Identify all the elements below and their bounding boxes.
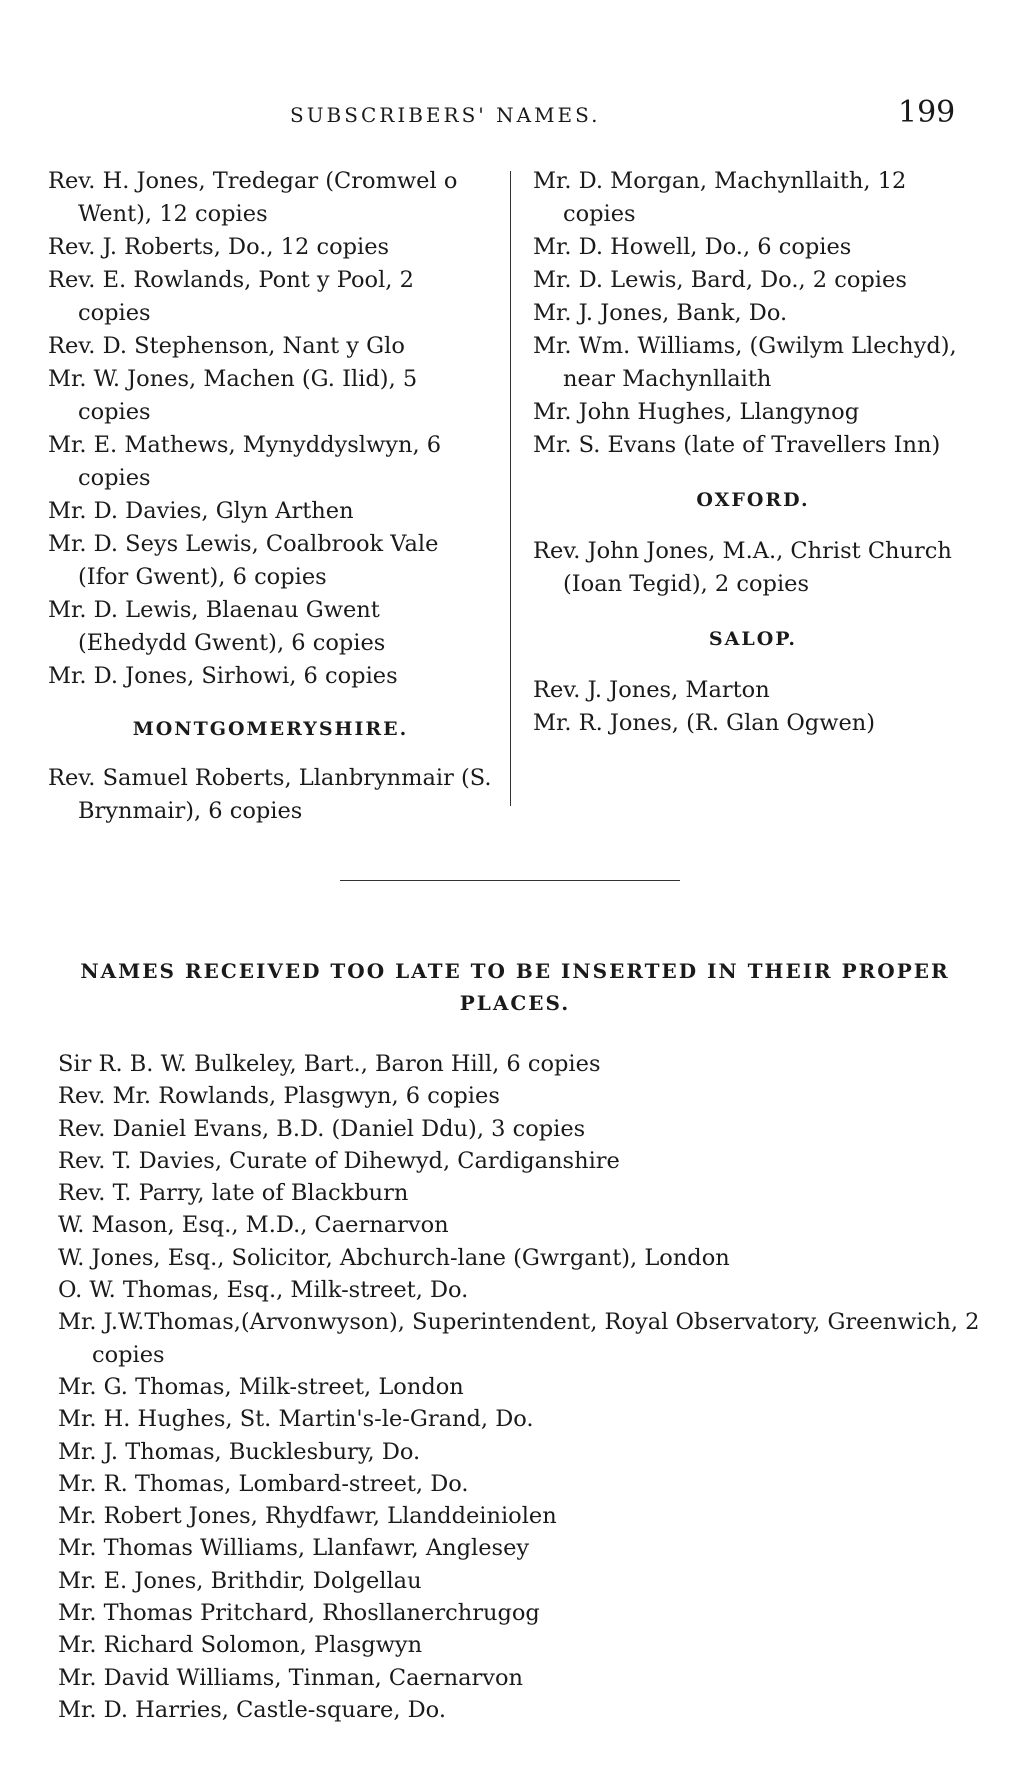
subscriber-entry: Mr. W. Jones, Machen (G. Ilid), 5 copies: [48, 366, 418, 425]
subscriber-entry: Mr. J. Jones, Bank, Do.: [533, 300, 788, 326]
left-column: [48, 165, 493, 828]
subscriber-entry: Mr. D. Lewis, Blaenau Gwent (Ehedydd Gwent), 6 copies: [48, 597, 386, 656]
subscriber-entry: W. Mason, Esq., M.D., Caernarvon: [58, 1212, 449, 1239]
subscriber-entry: Mr. E. Mathews, Mynyddyslwyn, 6 copies: [48, 432, 442, 491]
late-names-heading: NAMES RECEIVED TOO LATE TO BE INSERTED IN THEIR PROPER PLACES.: [80, 959, 950, 1015]
two-column-list: [48, 165, 968, 824]
subscriber-entry: Mr. R. Thomas, Lombard-street, Do.: [58, 1470, 469, 1497]
subscriber-entry: Mr. David Williams, Tinman, Caernarvon: [58, 1664, 524, 1691]
subscriber-entry: Mr. J. Thomas, Bucklesbury, Do.: [58, 1438, 421, 1465]
section-heading-montgomeryshire: MONTGOMERYSHIRE.: [132, 718, 409, 740]
running-header: [0, 95, 1030, 135]
subscriber-entry: Rev. Mr. Rowlands, Plasgwyn, 6 copies: [58, 1083, 500, 1110]
subscriber-entry: Mr. R. Jones, (R. Glan Ogwen): [533, 710, 876, 736]
column-divider: [510, 171, 511, 806]
subscriber-entry: Rev. T. Parry, late of Blackburn: [58, 1180, 409, 1207]
subscriber-entry: Mr. John Hughes, Llangynog: [533, 399, 860, 425]
subscriber-entry: Mr. J.W.Thomas,(Arvonwyson), Superintendent, Royal Observatory, Greenwich, 2 copies: [58, 1309, 980, 1368]
running-title: SUBSCRIBERS' NAMES.: [290, 103, 601, 127]
subscriber-entry: O. W. Thomas, Esq., Milk-street, Do.: [58, 1277, 469, 1304]
subscriber-entry: Mr. G. Thomas, Milk-street, London: [58, 1373, 464, 1400]
subscriber-entry: Rev. Samuel Roberts, Llanbrynmair (S. Brynmair), 6 copies: [48, 765, 492, 824]
subscriber-entry: Mr. D. Seys Lewis, Coalbrook Vale (Ifor Gwent), 6 copies: [48, 531, 439, 590]
subscriber-entry: Mr. D. Jones, Sirhowi, 6 copies: [48, 663, 398, 689]
section-rule: [340, 880, 680, 881]
subscriber-entry: Mr. Thomas Williams, Llanfawr, Anglesey: [58, 1535, 530, 1562]
subscriber-entry: Rev. John Jones, M.A., Christ Church (Ioan Tegid), 2 copies: [533, 538, 952, 597]
subscriber-entry: Mr. D. Harries, Castle-square, Do.: [58, 1696, 446, 1723]
subscriber-entry: Rev. J. Jones, Marton: [533, 677, 770, 703]
subscriber-entry: Mr. H. Hughes, St. Martin's-le-Grand, Do.: [58, 1406, 534, 1433]
subscriber-entry: Mr. D. Morgan, Machynllaith, 12 copies: [533, 168, 907, 227]
subscriber-entry: W. Jones, Esq., Solicitor, Abchurch-lane (Gwrgant), London: [58, 1244, 730, 1271]
subscriber-entry: Rev. Daniel Evans, B.D. (Daniel Ddu), 3 copies: [58, 1115, 586, 1142]
section-heading-oxford: OXFORD.: [696, 489, 810, 511]
subscriber-entry: Mr. Richard Solomon, Plasgwyn: [58, 1632, 423, 1659]
section-heading-salop: SALOP.: [708, 628, 798, 650]
subscriber-entry: Rev. T. Davies, Curate of Dihewyd, Cardiganshire: [58, 1147, 620, 1174]
subscriber-entry: Mr. Wm. Williams, (Gwilym Llechyd), near Machynllaith: [533, 333, 957, 392]
subscriber-entry: Rev. D. Stephenson, Nant y Glo: [48, 333, 405, 359]
subscriber-entry: Mr. S. Evans (late of Travellers Inn): [533, 432, 941, 458]
subscriber-entry: Mr. D. Lewis, Bard, Do., 2 copies: [533, 267, 907, 293]
subscriber-entry: Sir R. B. W. Bulkeley, Bart., Baron Hill, 6 copies: [58, 1051, 601, 1077]
subscriber-entry: Rev. J. Roberts, Do., 12 copies: [48, 234, 390, 260]
page-number: 199: [898, 95, 956, 130]
subscriber-entry: Mr. D. Davies, Glyn Arthen: [48, 498, 354, 524]
subscriber-entry: Mr. Thomas Pritchard, Rhosllanerchrugog: [58, 1600, 540, 1627]
subscriber-entry: Rev. H. Jones, Tredegar (Cromwel o Went), 12 copies: [48, 168, 458, 227]
subscriber-entry: Mr. Robert Jones, Rhydfawr, Llanddeiniolen: [58, 1503, 557, 1530]
right-column: [533, 165, 973, 740]
subscriber-entry: Mr. D. Howell, Do., 6 copies: [533, 234, 852, 260]
subscriber-entry: Rev. E. Rowlands, Pont y Pool, 2 copies: [48, 267, 414, 326]
late-names-list: [58, 1048, 988, 1726]
subscriber-entry: Mr. E. Jones, Brithdir, Dolgellau: [58, 1567, 422, 1594]
